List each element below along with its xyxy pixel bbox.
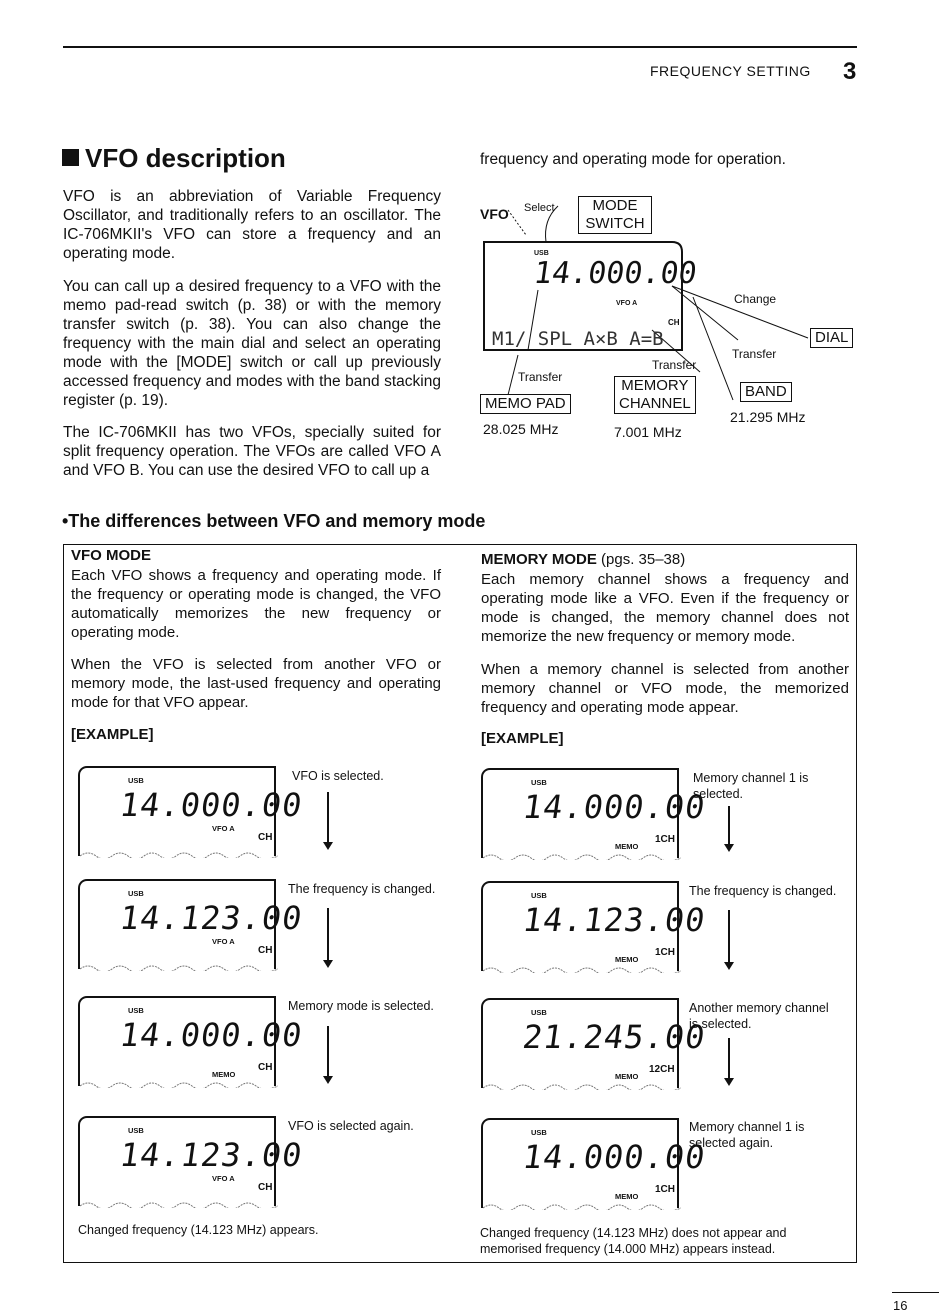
memory-mode-heading	[481, 551, 685, 568]
lcd-ch: 12CH	[649, 1064, 675, 1075]
wavy-edge	[80, 1080, 278, 1088]
lcd-frequency: 14.000.00	[117, 786, 306, 824]
wavy-edge	[483, 852, 681, 860]
memory-channel-box	[614, 376, 696, 414]
memory-footer: Changed frequency (14.123 MHz) does not appear and memorised frequency (14.000 MHz) appears instead.	[480, 1226, 787, 1256]
change-label: Change	[734, 292, 777, 306]
wavy-edge	[80, 850, 278, 858]
lcd-usb: USB	[128, 1126, 144, 1135]
lcd-mode: MEMO	[615, 955, 639, 964]
lcd-usb: USB	[128, 1006, 144, 1015]
diagram-freq: 14.000.00	[531, 256, 700, 291]
lcd-usb: USB	[531, 891, 547, 900]
vfo-mode-heading: VFO MODE	[71, 547, 152, 564]
lcd-frequency: 14.000.00	[520, 1138, 709, 1176]
lcd-mode: MEMO	[615, 1072, 639, 1081]
right-intro: frequency and operating mode for operation.	[480, 151, 786, 168]
down-arrow-icon	[327, 908, 329, 962]
memory-caption-2: The frequency is changed.	[689, 884, 837, 898]
section-heading: FREQUENCY SETTING	[650, 63, 811, 79]
page-number-rule	[892, 1292, 939, 1293]
lcd-ch: CH	[258, 945, 273, 956]
left-paragraph-3: The IC-706MKII has two VFOs, specially suited for split frequency operation. The VFOs are called VFO A and VFO B. You can use the desired VFO to call up a	[63, 424, 441, 479]
lcd-mode: VFO A	[212, 1174, 235, 1183]
mode-switch-line2: SWITCH	[585, 215, 645, 232]
lcd-ch: 1CH	[655, 834, 676, 845]
wavy-edge	[80, 963, 278, 971]
memory-example-label: [EXAMPLE]	[481, 730, 564, 747]
differences-subtitle: •The differences between VFO and memory mode	[62, 511, 486, 531]
lcd-ch: CH	[258, 1182, 273, 1193]
lcd-ch: CH	[258, 1062, 273, 1073]
memory-lcd-1	[481, 768, 709, 858]
page-title-text: VFO description	[85, 143, 286, 173]
memory-caption-1: Memory channel 1 is selected.	[693, 771, 809, 801]
down-arrow-icon	[728, 806, 730, 846]
lcd-frequency: 14.000.00	[520, 788, 709, 826]
memory-channel-line1: MEMORY	[621, 377, 689, 394]
down-arrow-icon	[327, 792, 329, 844]
lcd-frequency: 14.123.00	[117, 899, 306, 937]
memo-pad-freq: 28.025 MHz	[483, 421, 559, 437]
vfo-example-label: [EXAMPLE]	[71, 726, 154, 743]
lcd-mode: MEMO	[212, 1070, 236, 1079]
square-bullet-icon	[62, 149, 79, 166]
memory-lcd-3	[481, 998, 709, 1088]
transfer-label-1: Transfer	[732, 347, 777, 361]
vfo-caption-1: VFO is selected.	[292, 769, 384, 783]
vfo-lcd-4	[78, 1116, 306, 1206]
band-freq: 21.295 MHz	[730, 409, 806, 425]
band-box: BAND	[740, 382, 792, 402]
diagram-ch: CH	[668, 318, 680, 327]
chapter-number: 3	[843, 58, 857, 85]
transfer-label-2: Transfer	[652, 358, 697, 372]
vfo-caption-4: VFO is selected again.	[288, 1119, 414, 1133]
wavy-edge	[80, 1200, 278, 1208]
select-label: Select	[524, 202, 555, 214]
lcd-usb: USB	[128, 889, 144, 898]
lcd-usb: USB	[531, 1008, 547, 1017]
vfo-label: VFO	[480, 206, 509, 222]
vfo-lcd-2	[78, 879, 306, 969]
wavy-edge	[483, 965, 681, 973]
memory-lcd-4	[481, 1118, 709, 1208]
lcd-mode: MEMO	[615, 1192, 639, 1201]
vfo-mode-p2: When the VFO is selected from another VFO or memory mode, the last-used frequency and operating mode for that VFO appear.	[71, 656, 441, 711]
vfo-caption-3: Memory mode is selected.	[288, 999, 434, 1013]
vfo-caption-2: The frequency is changed.	[288, 882, 436, 896]
lcd-ch: 1CH	[655, 947, 676, 958]
mode-switch-box	[578, 196, 652, 234]
memo-pad-box: MEMO PAD	[480, 394, 571, 414]
memory-channel-freq: 7.001 MHz	[614, 424, 682, 440]
lcd-mode: MEMO	[615, 842, 639, 851]
memory-mode-p1: Each memory channel shows a frequency and operating mode like a VFO. Even if the frequency or mode is changed, the memory channel does not memorize the new frequency or memory mode.	[481, 571, 849, 645]
memory-mode-heading-text: MEMORY MODE	[481, 551, 597, 568]
transfer-label-3: Transfer	[518, 370, 563, 384]
lcd-frequency: 14.123.00	[117, 1136, 306, 1174]
dial-box: DIAL	[810, 328, 853, 348]
left-paragraph-2: You can call up a desired frequency to a VFO with the memo pad-read switch (p. 38) or with the memory transfer switch (p. 38). You can also change the frequency with the main dial and select an operating mode with the [MODE] switch or call up previously accessed frequency and modes with the band stacking register (p. 19).	[63, 278, 441, 409]
lcd-mode: VFO A	[212, 937, 235, 946]
header-rule	[63, 46, 857, 48]
wavy-edge	[483, 1082, 681, 1090]
vfo-mode-p1: Each VFO shows a frequency and operating mode. If the frequency or operating mode is changed, the VFO automatically memorizes the new frequency or operating mode.	[71, 567, 441, 641]
vfo-lcd-1	[78, 766, 306, 856]
lcd-frequency: 21.245.00	[520, 1018, 709, 1056]
memory-mode-pages: (pgs. 35–38)	[601, 551, 686, 568]
lcd-usb: USB	[128, 776, 144, 785]
down-arrow-icon	[327, 1026, 329, 1078]
diagram-vfoa: VFO A	[616, 300, 638, 307]
down-arrow-icon	[728, 1038, 730, 1080]
lcd-usb: USB	[531, 1128, 547, 1137]
lcd-frequency: 14.000.00	[117, 1016, 306, 1054]
memory-caption-4: Memory channel 1 is selected again.	[689, 1120, 805, 1150]
lcd-ch: 1CH	[655, 1184, 676, 1195]
vfo-footer: Changed frequency (14.123 MHz) appears.	[78, 1223, 319, 1237]
wavy-edge	[483, 1202, 681, 1210]
down-arrow-icon	[728, 910, 730, 964]
diagram-lcd-bottom: M1/ SPL A×B A=B	[492, 328, 664, 350]
lcd-usb: USB	[531, 778, 547, 787]
memory-caption-3: Another memory channel is selected.	[689, 1001, 829, 1031]
page-title	[62, 143, 286, 174]
vfo-lcd-3	[78, 996, 306, 1086]
vfo-diagram	[478, 190, 878, 450]
memory-mode-p2: When a memory channel is selected from another memory channel or VFO mode, the memorized frequency and operating mode appear.	[481, 661, 849, 716]
mode-switch-line1: MODE	[592, 197, 638, 214]
left-paragraph-1: VFO is an abbreviation of Variable Frequency Oscillator, and traditionally refers to an oscillator. The IC-706MKII's VFO can store a frequency and an operating mode.	[63, 188, 441, 262]
page-number: 16	[893, 1298, 908, 1313]
lcd-ch: CH	[258, 832, 273, 843]
diagram-usb: USB	[534, 250, 549, 257]
memory-lcd-2	[481, 881, 709, 971]
lcd-frequency: 14.123.00	[520, 901, 709, 939]
lcd-mode: VFO A	[212, 824, 235, 833]
memory-channel-line2: CHANNEL	[619, 395, 691, 412]
